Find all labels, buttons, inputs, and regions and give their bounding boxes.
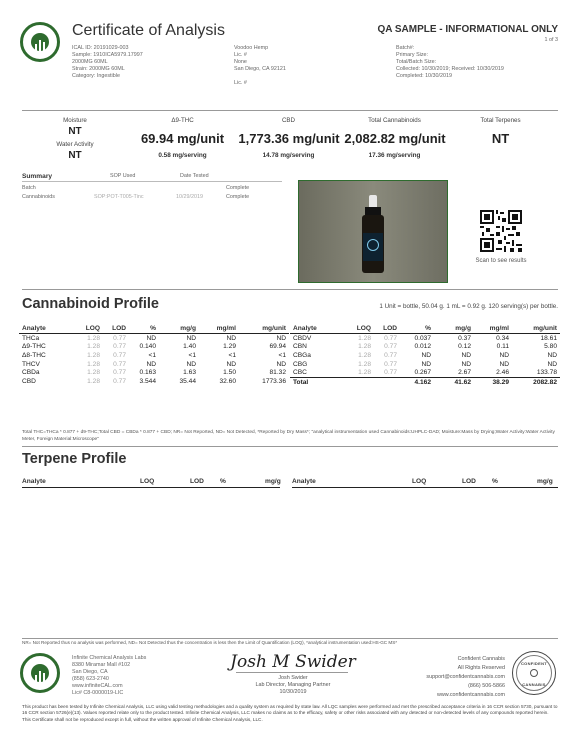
confident-cannabis-seal: CONFIDENT CANNABIS — [512, 651, 556, 695]
divider — [22, 638, 558, 639]
total-row: Total 4.162 41.62 38.29 2082.82 — [290, 377, 560, 386]
summary-underline — [22, 181, 282, 182]
summary-heading: Summary — [22, 173, 53, 180]
table-header: Analyte LOQ LOD % mg/g mg/ml mg/unit — [290, 324, 560, 334]
terpene-profile-title: Terpene Profile — [22, 451, 127, 467]
summary-row-date: 10/29/2019 — [176, 194, 203, 200]
product-photo — [298, 180, 448, 283]
table-row: CBD 1.28 0.77 3.544 35.44 32.60 1773.36 — [22, 377, 286, 385]
signature: Josh M Swider — [230, 652, 356, 672]
lab-logo — [20, 22, 60, 62]
page-title: Certificate of Analysis — [72, 22, 225, 39]
footer-note: NR= Not Reported thus no analysis was performed, ND= Not Detected thus the concentration is less then the Limit of Quantification (LOQ), *analytical instrumentation used:HS-GC MS* — [22, 640, 398, 645]
footer-lab-logo — [20, 653, 60, 693]
qa-label: QA SAMPLE - INFORMATIONAL ONLY — [377, 24, 558, 35]
qr-caption: Scan to see results — [475, 258, 527, 264]
batch-info: Batch#: Primary Size: Total/Batch Size: Collected: 10/30/2019; Received: 10/30/2019 Completed: 10/30/2019 — [396, 45, 504, 79]
cannabinoid-table-right — [290, 324, 560, 387]
table-row: Δ8-THC 1.28 0.77 <1 <1 <1 <1 — [22, 351, 286, 359]
total-cannabinoids-serving: 17.36 mg/serving — [368, 152, 421, 159]
table-row: CBDa 1.28 0.77 0.163 1.63 1.50 81.32 — [22, 369, 286, 377]
table-row: Δ9-THC 1.28 0.77 0.140 1.40 1.29 69.94 — [22, 343, 286, 351]
summary-row-batch: Batch — [22, 185, 36, 191]
date-heading: Date Tested — [180, 173, 209, 179]
table-row: CBGa 1.28 0.77 ND ND ND ND — [293, 351, 557, 359]
cannabinoid-profile-title: Cannabinoid Profile — [22, 296, 159, 312]
summary-row-batch-status: Complete — [226, 185, 250, 191]
summary-row-sop: SOP:POT-T005-Tinc — [94, 194, 144, 200]
table-row: CBDV 1.28 0.77 0.037 0.37 0.34 18.61 — [293, 334, 557, 342]
divider — [22, 110, 558, 111]
water-activity-label: Water Activity — [56, 141, 94, 148]
cannabinoid-footnote: Total THC=THCa * 0.877 + d9-THC;Total CBD = CBDa * 0.877 + CBD; NR= Not Reported, ND= Not Detected, *Reported by Dry Mass*; "analytical instrumentation used Cannabinoids:UHPLC-DAD; Moisture:Mass by Drying;Water Activity:Water Activity Meter, Foreign Material:Microscope" — [22, 430, 555, 442]
table-row: CBC 1.28 0.77 0.267 2.67 2.46 133.78 — [293, 369, 557, 377]
total-cannabinoids-value: 2,082.82 mg/unit — [344, 131, 446, 146]
total-terpenes-value: NT — [491, 131, 510, 146]
page-number: 1 of 3 — [544, 37, 558, 43]
unit-note: 1 Unit = bottle, 50.04 g. 1 mL = 0.92 g. 120 serving(s) per bottle. — [379, 303, 558, 310]
moisture-label: Moisture — [63, 117, 87, 124]
signer-info: Josh Swider Lab Director, Managing Partner 10/30/2019 — [255, 675, 331, 695]
thc-serving: 0.58 mg/serving — [158, 152, 207, 159]
sop-heading: SOP Used — [110, 173, 136, 179]
divider — [22, 446, 558, 447]
total-cannabinoids-label: Total Cannabinoids — [368, 117, 421, 124]
table-row: THCV 1.28 0.77 ND ND ND ND — [22, 360, 286, 368]
cbd-label: CBD — [281, 117, 296, 124]
lab-address: Infinite Chemical Analysis Labs 8380 Miramar Mall #102 San Diego, CA (858) 623-2740 www.infiniteCAL.com Lic# C8-0000019-LIC — [72, 655, 147, 696]
thc-value: 69.94 mg/unit — [140, 131, 225, 146]
cbd-serving: 14.78 mg/serving — [262, 152, 315, 159]
terpene-underline-left — [22, 487, 280, 488]
moisture-value: NT — [68, 126, 82, 137]
terpene-underline-right — [292, 487, 558, 488]
qr-code[interactable] — [480, 210, 522, 252]
table-header: Analyte LOQ LOD % mg/g mg/ml mg/unit — [19, 324, 289, 334]
disclaimer: This product has been tested by Infinite Chemical Analysis, LLC using valid testing methodologies and a quality system as required by state law. All LQC samples were performed and met the prescribed acceptance criteria in 16 CCR section 5730, pursuant to 16 CCR section 5726(e)(13). Values reported relate only to the product tested. Infinite Chemical Analysis, LLC makes no claims as to the efficacy, safety or other risks associated with any detected or non-detected levels of any compounds reported herein. This Certificate shall not be reproduced except in full, without the written approval of Infinite Chemical Analysis, LLC. — [22, 704, 558, 722]
cbd-value: 1,773.36 mg/unit — [238, 131, 340, 146]
table-row: THCa 1.28 0.77 ND ND ND ND — [22, 334, 286, 342]
summary-row-cannabinoids: Cannabinoids — [22, 194, 55, 200]
thc-label: Δ9-THC — [171, 117, 194, 124]
confident-cannabis-info: Confident Cannabis All Rights Reserved support@confidentcannabis.com (866) 506-5866 www.confidentcannabis.com — [426, 656, 505, 698]
summary-row-status: Complete — [226, 194, 250, 200]
sample-info: ICAL ID: 20191029-003 Sample: 1910ICA5979.17997 2000MG 60ML Strain: 2000MG 60ML Category: Ingestible — [72, 45, 143, 79]
table-row: CBG 1.28 0.77 ND ND ND ND — [293, 360, 557, 368]
signature-line — [236, 672, 348, 673]
divider — [22, 289, 558, 290]
client-info: Voodoo Hemp Lic. # None San Diego, CA 92121 Lic. # — [234, 45, 286, 86]
table-row: CBN 1.28 0.77 0.012 0.12 0.11 5.80 — [293, 343, 557, 351]
water-activity-value: NT — [68, 150, 82, 161]
total-terpenes-label: Total Terpenes — [480, 117, 521, 124]
cannabinoid-table-left — [19, 324, 289, 386]
